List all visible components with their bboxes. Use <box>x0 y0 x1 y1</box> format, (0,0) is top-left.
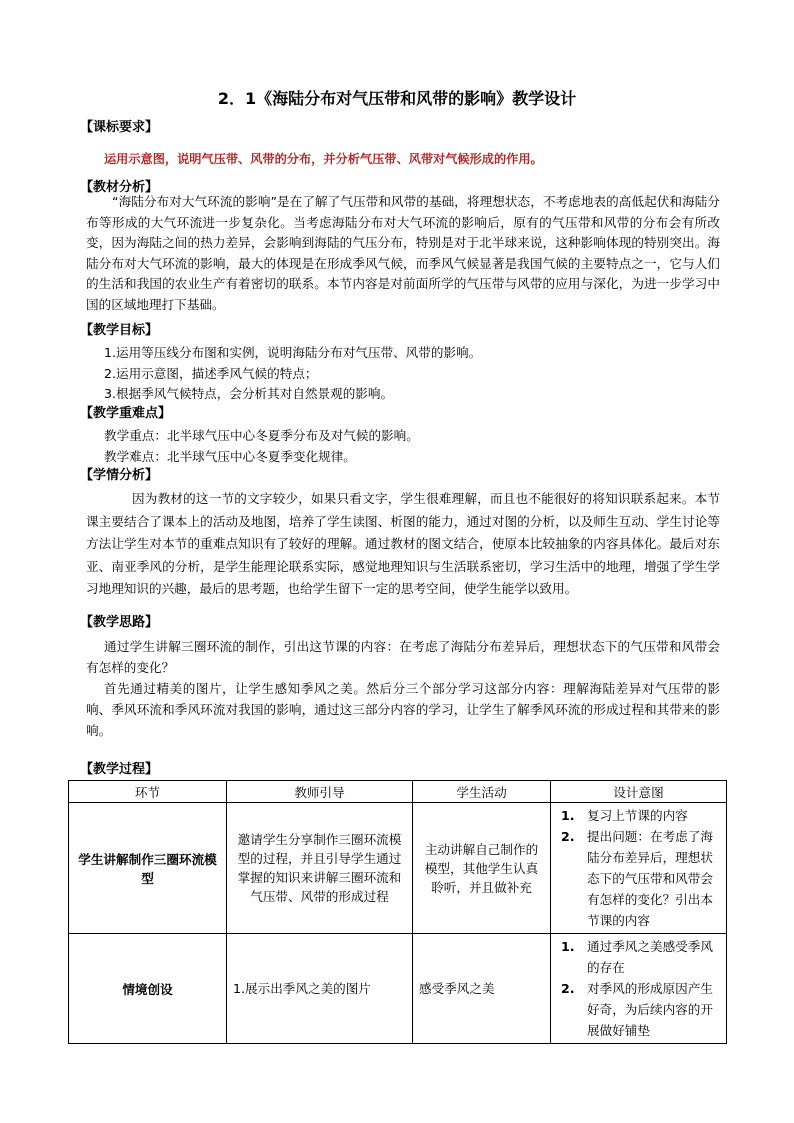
process-table <box>68 780 727 1044</box>
list-item <box>557 826 720 931</box>
list-number: 1. <box>561 808 575 823</box>
intent-list <box>557 936 720 1041</box>
heading-key-points: 【教学重难点】 <box>80 406 172 421</box>
list-number: 2. <box>561 981 575 996</box>
teaching-ideas-paragraph: 通过学生讲解三圈环流的制作，引出这节课的内容：在考虑了海陆分布差异后，理想状态下的气压带和风带会有怎样的变化？ <box>86 639 720 675</box>
list-item-text: 对季风的形成原因产生好奇，为后续内容的开展做好铺垫 <box>587 981 713 1038</box>
heading-process: 【教学过程】 <box>80 762 159 777</box>
goal-item: 1.运用等压线分布图和实例，说明海陆分布对气压带、风带的影响。 <box>104 345 482 360</box>
list-item-text: 复习上节课的内容 <box>587 808 688 823</box>
curriculum-text: 运用示意图，说明气压带、风带的分布，并分析气压带、风带对气候形成的作用。 <box>104 152 543 166</box>
list-item <box>557 805 720 826</box>
heading-student-analysis: 【学情分析】 <box>80 468 159 483</box>
list-item-text: 通过季风之美感受季风的存在 <box>587 939 713 975</box>
stage-cell: 学生讲解制作三圈环流模型 <box>69 803 227 934</box>
student-analysis-paragraph: 因为教材的这一节的文字较少，如果只看文字，学生很难理解，而且也不能很好的将知识联系起来。本节课主要结合了课本上的活动及地图，培养了学生读图、析图的能力，通过对图的分析，以及师生互动、学生讨论等方法让学生对本节的重难点知识有了较好的理解。通过教材的图文结合，使原本比较抽象的内容具体化。最后对东亚、南亚季风的分析，是学生能理论联系实际，感觉地理知识与生活联系密切，学习生活中的地理，增强了学生学习地理知识的兴趣，最后的思考题，也给学生留下一定的思考空间，使学生能学以致用。 <box>86 491 720 596</box>
textbook-paragraph: “海陆分布对大气环流的影响”是在了解了气压带和风带的基础，将理想状态，不考虑地表的高低起伏和海陆分布等形成的大气环流进一步复杂化。当考虑海陆分布对大气环流的影响后，原有的气压带和风带的分布会有所改变，因为海陆之间的热力差异，会影响到海陆的气压分布，特别是对于北半球来说，这种影响体现的特别突出。海陆分布对大气环流的影响，最大的体现是在形成季风气候，而季风气候显著是我国气候的主要特点之一，它与人们的生活和我国的农业生产有着密切的联系。本节内容是对前面所学的气压带与风带的应用与深化，为进一步学习中国的区域地理打下基础。 <box>86 194 720 312</box>
key-point-item: 教学难点：北半球气压中心冬夏季变化规律。 <box>104 449 356 464</box>
column-header: 环节 <box>69 781 227 803</box>
teaching-ideas-paragraph: 首先通过精美的图片，让学生感知季风之美。然后分三个部分学习这部分内容：理解海陆差异对气压带的影响、季风环流和季风环流对我国的影响，通过这三部分内容的学习，让学生了解季风环流的形成过程和其带来的影响。 <box>86 681 720 738</box>
table-row <box>69 803 727 934</box>
column-header: 设计意图 <box>551 781 727 803</box>
stage-cell: 情境创设 <box>69 934 227 1044</box>
goal-item: 3.根据季风气候特点，会分析其对自然景观的影响。 <box>104 386 394 401</box>
table-header-row <box>69 781 727 803</box>
list-item-text: 提出问题：在考虑了海陆分布差异后，理想状态下的气压带和风带会有怎样的变化？引出本节课的内容 <box>587 829 713 928</box>
heading-curriculum: 【课标要求】 <box>80 120 159 135</box>
intent-cell <box>551 934 727 1044</box>
table-row <box>69 934 727 1044</box>
document-title: 2．1《海陆分布对气压带和风带的影响》教学设计 <box>217 89 577 108</box>
goal-item: 2.运用示意图，描述季风气候的特点； <box>104 366 318 381</box>
key-point-item: 教学重点：北半球气压中心冬夏季分布及对气候的影响。 <box>104 428 419 443</box>
student-cell: 主动讲解自己制作的模型，其他学生认真聆听，并且做补充 <box>413 803 551 934</box>
list-item <box>557 936 720 978</box>
column-header: 学生活动 <box>413 781 551 803</box>
list-item <box>557 978 720 1041</box>
heading-goals: 【教学目标】 <box>80 323 159 338</box>
intent-cell <box>551 803 727 934</box>
column-header: 教师引导 <box>227 781 413 803</box>
list-number: 1. <box>561 939 575 954</box>
teacher-cell: 1.展示出季风之美的图片 <box>227 934 413 1044</box>
heading-textbook: 【教材分析】 <box>80 180 159 195</box>
student-cell: 感受季风之美 <box>413 934 551 1044</box>
intent-list <box>557 805 720 931</box>
heading-teaching-ideas: 【教学思路】 <box>80 615 159 630</box>
teacher-cell: 邀请学生分享制作三圈环流模型的过程，并且引导学生通过掌握的知识来讲解三圈环流和气压带、风带的形成过程 <box>227 803 413 934</box>
list-number: 2. <box>561 829 575 844</box>
